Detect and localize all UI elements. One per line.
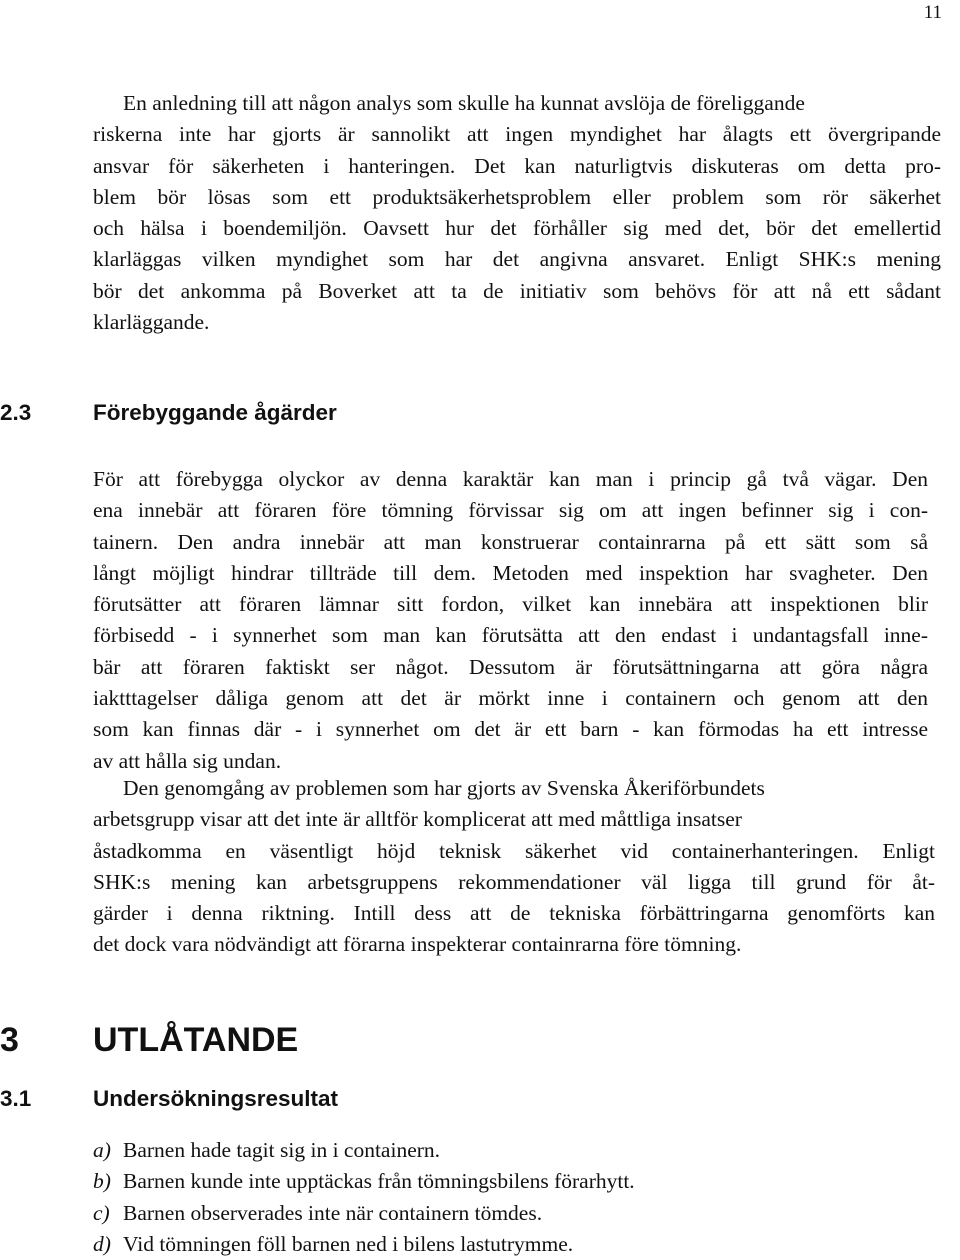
text-line: förbisedd - i synnerhet som man kan förutsätta att den endast i undantagsfall inne-: [93, 623, 928, 648]
section-number: 3.1: [0, 1086, 32, 1111]
text-line: arbetsgrupp visar att det inte är alltför komplicerat att med måttliga insatser: [93, 807, 742, 832]
text-line: ena innebär att föraren före tömning förvissar sig om att ingen befinner sig i con-: [93, 498, 928, 523]
text-line: blem bör lösas som ett produktsäkerhetsproblem eller problem som rör säkerhet: [93, 184, 941, 209]
text-line: SHK:s mening kan arbetsgruppens rekommendationer väl ligga till grund för åt-: [93, 869, 935, 894]
section-2-3-paragraph-2: [93, 773, 935, 961]
list-item-text: Barnen observerades inte när containern tömdes.: [123, 1200, 543, 1225]
text-line: klarläggande.: [93, 310, 210, 335]
section-heading-2-3: [0, 400, 700, 430]
text-line: För att förebygga olyckor av denna karaktär kan man i princip gå två vägar. Den: [93, 467, 928, 491]
text-line: av att hålla sig undan.: [93, 748, 282, 773]
section-title: Undersökningsresultat: [93, 1086, 339, 1111]
text-line: tainern. Den andra innebär att man konstruerar containrarna på ett sätt som så: [93, 529, 928, 554]
text-line: bör det ankomma på Boverket att ta de initiativ som behövs för att nå ett sådant: [93, 278, 941, 303]
list-item: [93, 1135, 635, 1166]
text-line: gärder i denna riktning. Intill dess att de tekniska förbättringarna genomförts kan: [93, 901, 935, 926]
list-item-letter: d): [93, 1231, 111, 1256]
findings-list: [93, 1135, 635, 1260]
text-line: långt möjligt hindrar tillträde till dem. Metoden med inspektion har svagheter. Den: [93, 560, 928, 585]
text-line: riskerna inte har gjorts är sannolikt att ingen myndighet har ålagts ett övergripande: [93, 122, 941, 147]
list-item-letter: c): [93, 1200, 110, 1225]
section-title: UTLÅTANDE: [93, 1021, 299, 1059]
text-line: iaktttagelser dåliga genom att det är mörkt inne i containern och genom att den: [93, 686, 928, 711]
text-line: Den genomgång av problemen som har gjorts av Svenska Åkeriförbundets: [123, 776, 765, 800]
section-number: 2.3: [0, 400, 32, 425]
section-2-3-paragraph-1: [93, 464, 928, 777]
section-heading-3-1: [0, 1086, 700, 1116]
section-number: 3: [0, 1021, 19, 1059]
text-line: det dock vara nödvändigt att förarna inspekterar containrarna före tömning.: [93, 932, 742, 957]
intro-paragraph: [93, 88, 941, 338]
section-title: Förebyggande ågärder: [93, 400, 337, 425]
text-line: förutsätter att föraren lämnar sitt fordon, vilket kan innebära att inspektionen blir: [93, 592, 928, 617]
text-line: klarläggas vilken myndighet som har det angivna ansvaret. Enligt SHK:s mening: [93, 247, 941, 272]
page-number: 11: [923, 2, 942, 23]
list-item-text: Vid tömningen föll barnen ned i bilens lastutrymme.: [123, 1231, 574, 1256]
list-item-text: Barnen hade tagit sig in i containern.: [123, 1138, 441, 1162]
section-heading-3: [0, 1021, 700, 1065]
list-item: [93, 1166, 635, 1197]
text-line: och hälsa i boendemiljön. Oavsett hur det förhåller sig med det, bör det emellertid: [93, 216, 941, 241]
list-item-text: Barnen kunde inte upptäckas från tömningsbilens förarhytt.: [123, 1169, 635, 1194]
list-item: [93, 1229, 635, 1260]
list-item: [93, 1198, 635, 1229]
text-line: bär att föraren faktiskt ser något. Dessutom är förutsättningarna att göra några: [93, 654, 928, 679]
list-item-letter: b): [93, 1169, 111, 1194]
text-line: åstadkomma en väsentligt höjd teknisk säkerhet vid containerhanteringen. Enligt: [93, 838, 935, 863]
text-line: En anledning till att någon analys som skulle ha kunnat avslöja de föreliggande: [123, 91, 805, 115]
list-item-letter: a): [93, 1138, 111, 1162]
text-line: som kan finnas där - i synnerhet om det är ett barn - kan förmodas ha ett intresse: [93, 717, 928, 742]
text-line: ansvar för säkerheten i hanteringen. Det kan naturligtvis diskuteras om detta pro-: [93, 153, 941, 178]
